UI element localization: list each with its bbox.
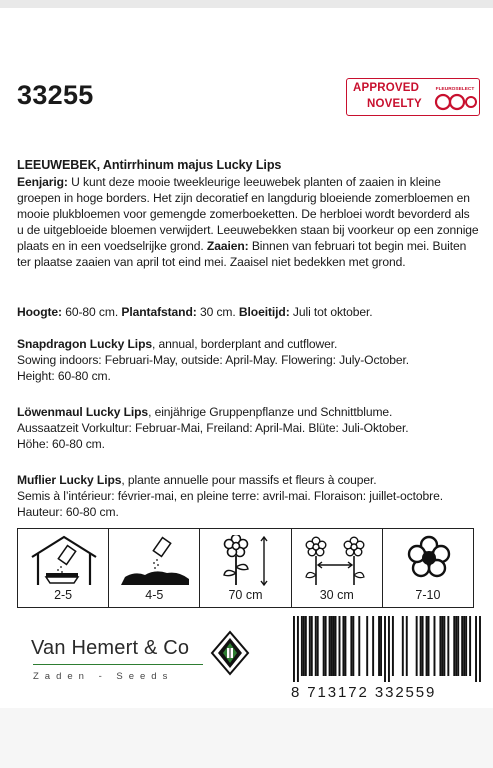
barcode-digits: 8 713172 332559 — [291, 684, 437, 701]
german-description — [17, 404, 479, 452]
barcode-bar — [455, 616, 457, 676]
english-line-2: Sowing indoors: Februari-May, outside: April-May. Flowering: July-October. — [17, 353, 410, 368]
barcode-bar — [335, 616, 337, 676]
barcode-bar — [434, 616, 436, 676]
company-emblem-icon — [210, 630, 250, 676]
plant-height-icon — [210, 535, 282, 587]
barcode-bar — [323, 616, 325, 676]
barcode-bar — [384, 616, 386, 682]
barcode-bar — [317, 616, 319, 676]
approved-novelty-badge — [346, 78, 480, 116]
barcode-bar — [465, 616, 467, 676]
english-line-1: , annual, borderplant and cutflower. — [151, 337, 338, 351]
barcode-bar — [352, 616, 354, 676]
barcode-bar — [463, 616, 465, 676]
barcode-bar — [331, 616, 333, 676]
spacing-label: Plantafstand: — [118, 305, 197, 319]
barcode-bar — [350, 616, 352, 676]
barcode-bar — [293, 616, 295, 682]
barcode-bar — [406, 616, 408, 676]
barcode-bar — [416, 616, 418, 676]
barcode-bar — [372, 616, 374, 676]
barcode-bar — [380, 616, 382, 676]
badge-line-1: APPROVED — [353, 82, 420, 94]
plant-height-cell — [200, 529, 291, 607]
sowing-indoors-icon — [28, 535, 100, 587]
barcode-bar — [461, 616, 463, 676]
barcode-bar — [297, 616, 299, 682]
fleuroselect-logo-icon — [433, 82, 477, 114]
barcode-bar — [402, 616, 404, 676]
barcode-bar — [441, 616, 443, 676]
barcode-bar — [420, 616, 422, 676]
sowing-label: Zaaien: — [203, 239, 249, 254]
barcode-bar — [475, 616, 477, 682]
company-name: Van Hemert & Co — [31, 637, 190, 659]
barcode-bar — [469, 616, 471, 676]
english-line-3: Height: 60-80 cm. — [17, 369, 111, 384]
bottom-band — [0, 708, 493, 768]
barcode-bar — [439, 616, 441, 676]
barcode-bar — [309, 616, 311, 676]
badge-line-2: NOVELTY — [367, 98, 422, 110]
barcode-bar — [329, 616, 331, 676]
spacing-value: 30 cm. — [196, 305, 236, 319]
barcode-bar — [325, 616, 327, 676]
flowering-icon — [393, 535, 465, 587]
badge-logo-text: FLEUROSELECT — [435, 87, 475, 92]
barcode-bar — [315, 616, 317, 676]
sowing-indoors-value: 2-5 — [54, 588, 73, 602]
flowering-cell — [383, 529, 473, 607]
barcode-bar — [358, 616, 360, 676]
dutch-text-a: U kunt deze mooie tweekleurige leeuwebek planten of zaaien in kleine groepen in hoge borders. Het zijn decoratief en langdurig bloeiende zomerbloemen en mooie plukbloemen voor gemengde zomerboeketten. De herbloei wordt bevorderd als u de uitgebloeide bloemen verwijdert. Leeuwebekken staan bij voorkeur op een zonnige plaats en in een voedselrijke grond. — [17, 175, 479, 254]
french-line-1: , plante annuelle pour massifs et fleurs à couper. — [121, 473, 377, 487]
barcode-bar — [428, 616, 430, 676]
barcode-bar — [426, 616, 428, 676]
sowing-outdoors-value: 4-5 — [145, 588, 164, 602]
french-line-2: Semis à l’intérieur: février-mai, en pleine terre: avril-mai. Floraison: juillet-octobre. — [17, 489, 443, 504]
german-line-2: Aussaatzeit Vorkultur: Februar-Mai, Freiland: April-Mai. Blüte: Juli-Oktober. — [17, 421, 409, 436]
barcode-bar — [339, 616, 341, 676]
dutch-specs — [17, 304, 479, 320]
dutch-description — [17, 174, 479, 271]
company-tagline: Zaden - Seeds — [33, 671, 174, 682]
barcode-bar — [453, 616, 455, 676]
top-divider — [0, 0, 493, 8]
barcode-bar — [311, 616, 313, 676]
barcode-bar — [303, 616, 305, 676]
article-number: 33255 — [17, 80, 94, 110]
flowering-value: Juli tot oktober. — [289, 305, 373, 319]
dutch-text-b: Binnen van februari tot begin mei. Buiten ter plaatse zaaien van april tot eind mei. Zaaisel niet bedekken met grond. — [17, 239, 467, 270]
barcode-bar — [301, 616, 303, 676]
barcode-bar — [388, 616, 390, 682]
barcode-bar — [366, 616, 368, 676]
growing-info-icons — [17, 528, 474, 608]
german-line-1: , einjährige Gruppenpflanze und Schnittblume. — [148, 405, 393, 419]
plant-height-value: 70 cm — [228, 588, 263, 602]
barcode — [293, 616, 481, 684]
barcode-bar — [305, 616, 307, 676]
flowering-value: 7-10 — [415, 588, 441, 602]
company-underline — [33, 664, 203, 665]
height-value: 60-80 cm. — [61, 305, 119, 319]
french-description — [17, 472, 479, 520]
plant-spacing-cell — [292, 529, 383, 607]
german-line-3: Höhe: 60-80 cm. — [17, 437, 105, 452]
french-name: Muflier Lucky Lips — [17, 473, 122, 487]
german-name: Löwenmaul Lucky Lips — [17, 405, 149, 419]
plant-spacing-icon — [302, 535, 374, 587]
barcode-bar — [378, 616, 380, 676]
french-line-3: Hauteur: 60-80 cm. — [17, 505, 119, 520]
barcode-bar — [422, 616, 424, 676]
annual-label: Eenjarig: — [17, 175, 68, 189]
english-name: Snapdragon Lucky Lips — [17, 337, 152, 351]
barcode-bar — [443, 616, 445, 676]
english-description — [17, 336, 479, 384]
height-label: Hoogte: — [17, 305, 62, 319]
barcode-bar — [392, 616, 394, 676]
barcode-bar — [342, 616, 344, 676]
barcode-bar — [479, 616, 481, 682]
product-title: LEEUWEBEK, Antirrhinum majus Lucky Lips — [17, 158, 282, 172]
flowering-label: Bloeitijd: — [235, 305, 290, 319]
sowing-indoors-cell — [18, 529, 109, 607]
barcode-bar — [457, 616, 459, 676]
plant-spacing-value: 30 cm — [319, 588, 354, 602]
barcode-bar — [344, 616, 346, 676]
barcode-bar — [333, 616, 335, 676]
barcode-bar — [447, 616, 449, 676]
sowing-outdoors-cell — [109, 529, 200, 607]
sowing-outdoors-icon — [119, 535, 191, 587]
